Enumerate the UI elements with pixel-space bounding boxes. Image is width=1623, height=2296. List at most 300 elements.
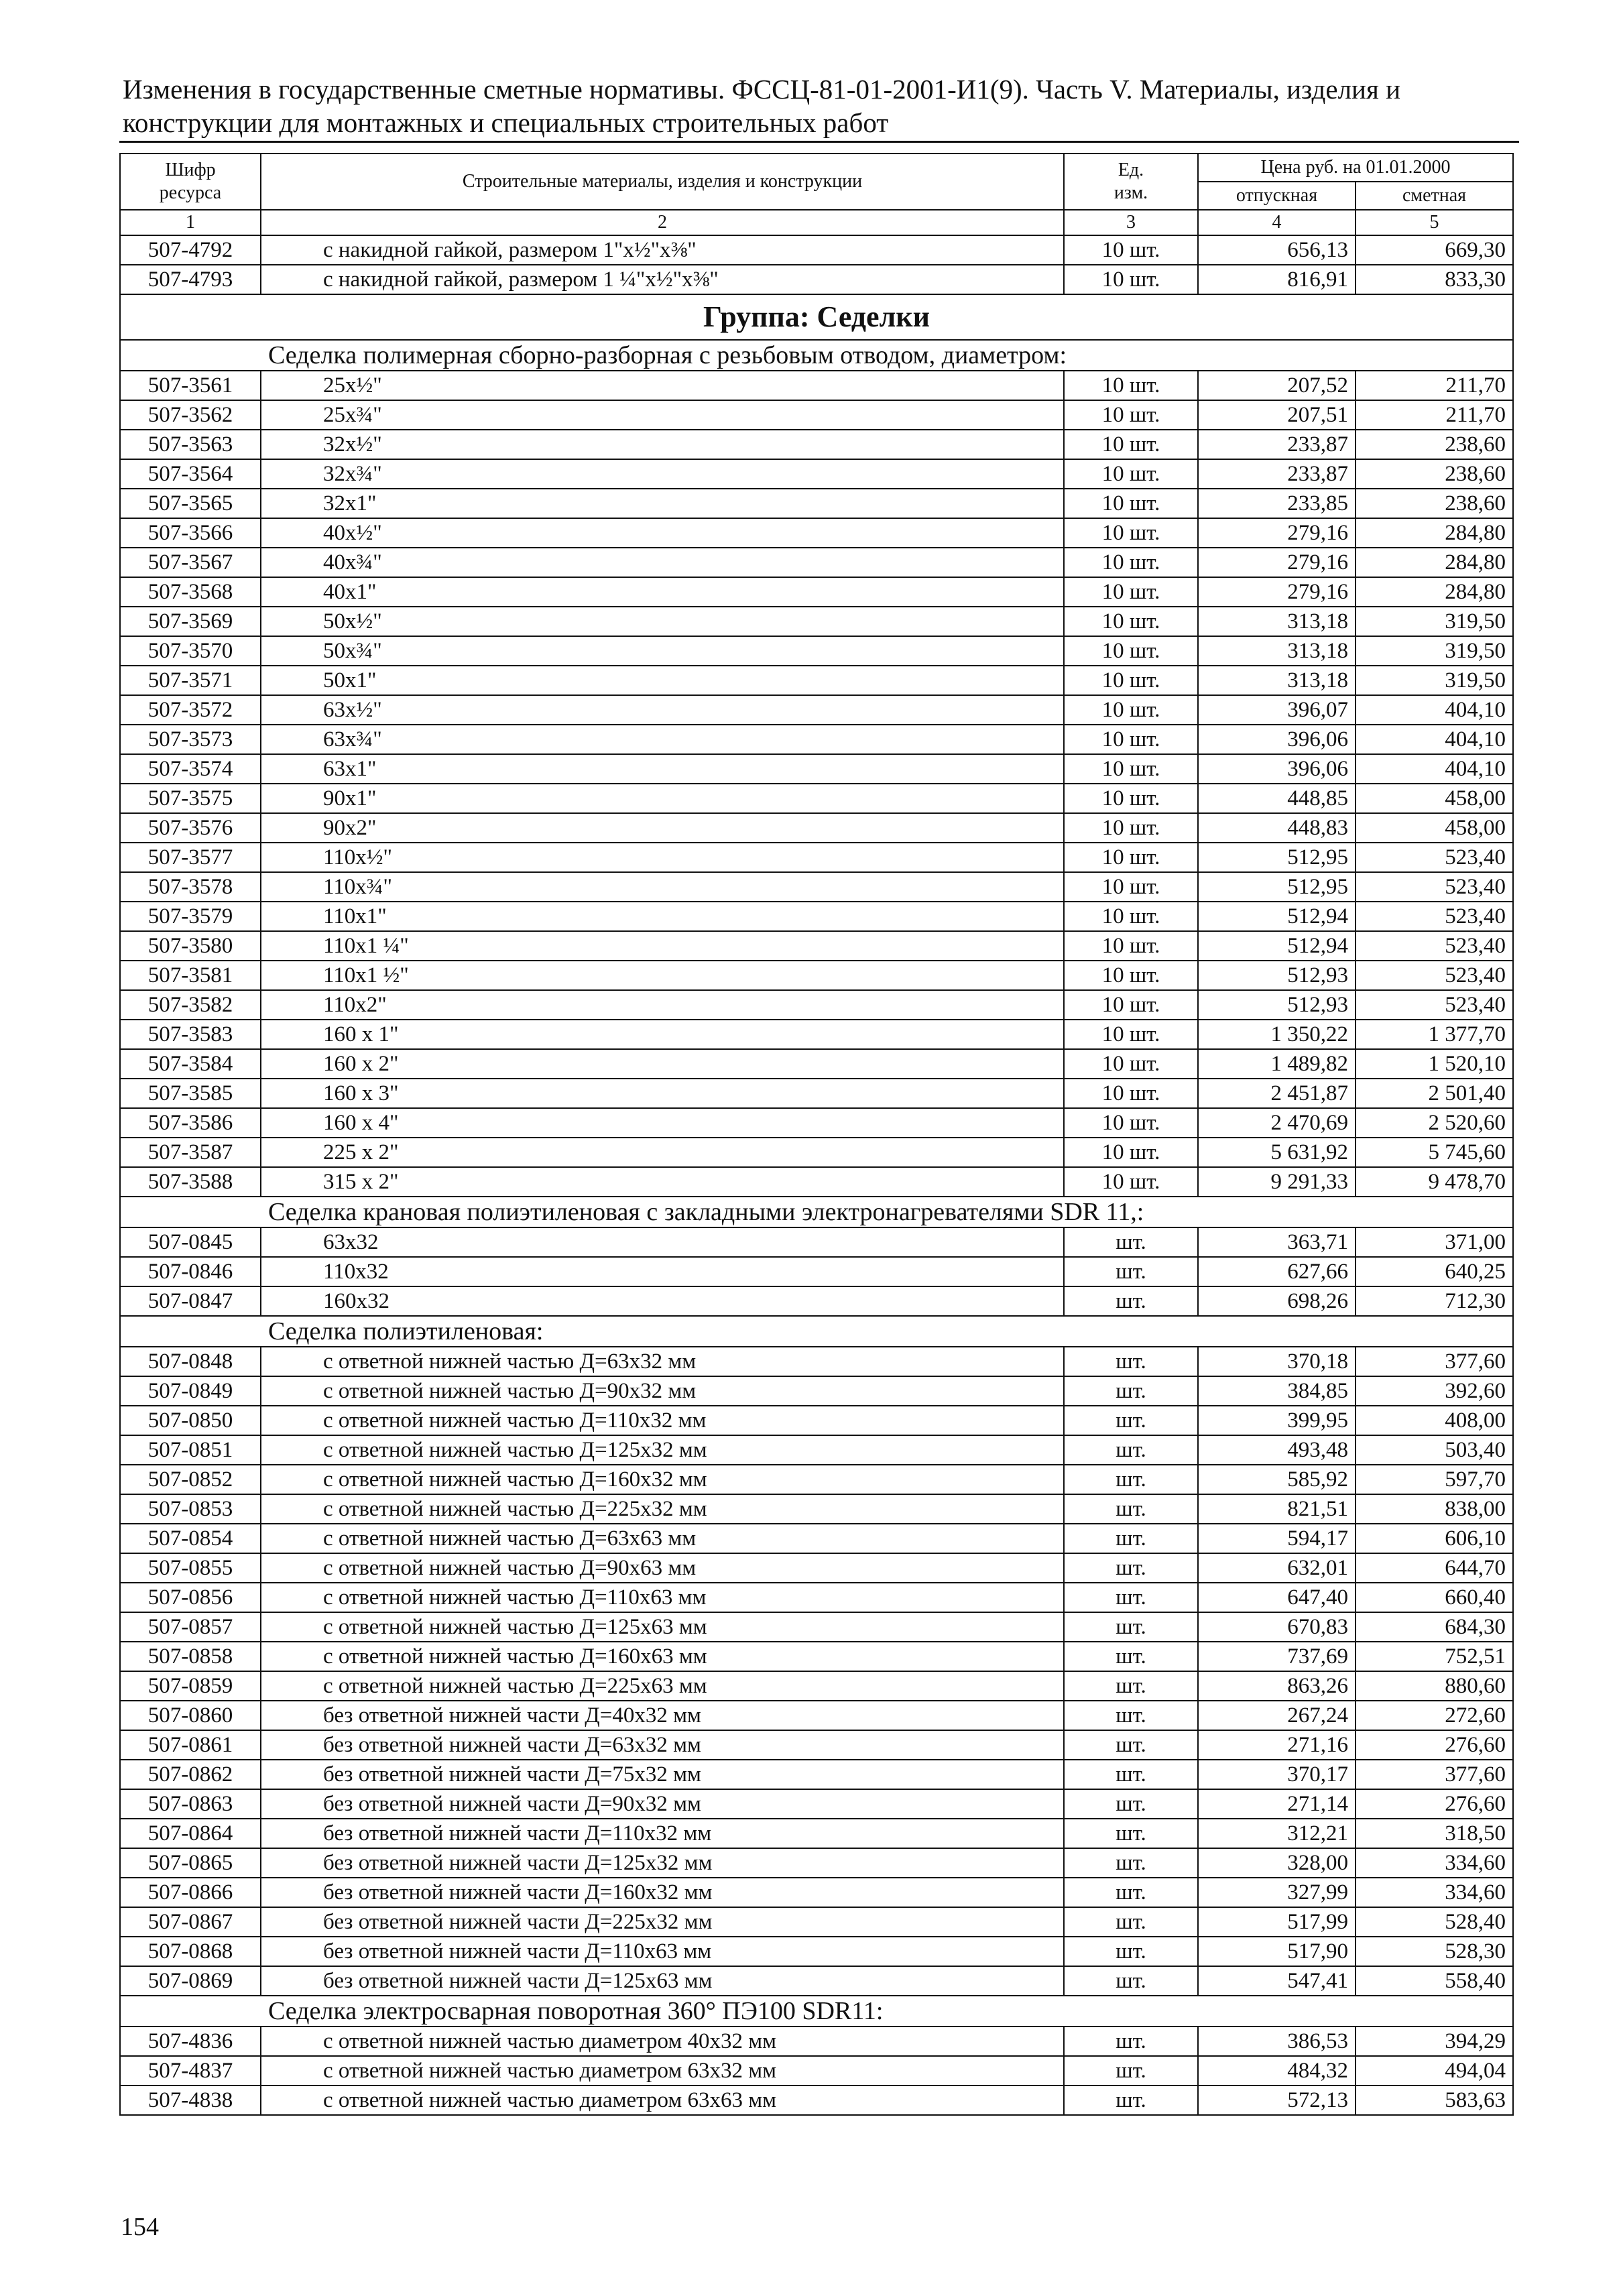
description-cell: 40х1" [261,577,1064,607]
table-row [120,430,1513,459]
resource-code-cell: 507-0858 [120,1642,261,1671]
unit-cell: 10 шт. [1064,1079,1198,1108]
resource-code-cell: 507-3567 [120,548,261,577]
estimate-price-cell: 833,30 [1356,265,1513,294]
description-cell: с ответной нижней частью Д=90х32 мм [261,1376,1064,1406]
table-row [120,666,1513,695]
unit-cell: 10 шт. [1064,235,1198,265]
estimate-price-cell: 528,30 [1356,1937,1513,1966]
subsection-heading: Седелка полимерная сборно-разборная с резьбовым отводом, диаметром: [120,340,1513,371]
estimate-price-cell: 371,00 [1356,1227,1513,1257]
estimate-price-cell: 583,63 [1356,2086,1513,2115]
estimate-price-cell: 394,29 [1356,2027,1513,2056]
unit-cell: шт. [1064,1760,1198,1789]
unit-cell: 10 шт. [1064,1049,1198,1079]
release-price-cell: 647,40 [1198,1583,1356,1612]
estimate-price-cell: 712,30 [1356,1286,1513,1316]
description-cell: 110х1" [261,902,1064,931]
resource-code-cell: 507-0860 [120,1701,261,1730]
table-row [120,1966,1513,1996]
table-row [120,1435,1513,1465]
description-cell: без ответной нижней части Д=225х32 мм [261,1907,1064,1937]
table-row [120,1227,1513,1257]
description-cell: без ответной нижней части Д=160х32 мм [261,1878,1064,1907]
release-price-cell: 396,07 [1198,695,1356,725]
release-price-cell: 448,83 [1198,813,1356,843]
estimate-price-cell: 276,60 [1356,1730,1513,1760]
description-cell: 63х32 [261,1227,1064,1257]
column-number-2: 2 [261,210,1064,235]
estimate-price-cell: 880,60 [1356,1671,1513,1701]
release-price-cell: 9 291,33 [1198,1167,1356,1197]
table-row [120,725,1513,754]
description-cell: 63х¾" [261,725,1064,754]
table-row [120,548,1513,577]
resource-code-cell: 507-3565 [120,489,261,518]
group-heading-row [120,294,1513,340]
estimate-price-cell: 2 501,40 [1356,1079,1513,1108]
estimate-price-cell: 319,50 [1356,607,1513,636]
description-cell: 110х1 ¼" [261,931,1064,961]
release-price-cell: 233,87 [1198,430,1356,459]
resource-code-cell: 507-3586 [120,1108,261,1138]
estimate-price-cell: 284,80 [1356,518,1513,548]
estimate-price-cell: 523,40 [1356,961,1513,990]
header-line-1: Изменения в государственные сметные нормативы. ФССЦ-81-01-2001-И1(9). Часть V. Материалы, изделия и [123,74,1401,105]
resource-code-cell: 507-3563 [120,430,261,459]
table-row [120,1937,1513,1966]
table-row [120,1286,1513,1316]
resource-code-cell: 507-0853 [120,1494,261,1524]
resource-code-cell: 507-0854 [120,1524,261,1553]
resource-code-cell: 507-0863 [120,1789,261,1819]
resource-code-cell: 507-0847 [120,1286,261,1316]
resource-code-cell: 507-3581 [120,961,261,990]
description-cell: 32х½" [261,430,1064,459]
table-row [120,1878,1513,1907]
table-row [120,931,1513,961]
resource-code-cell: 507-3587 [120,1138,261,1167]
release-price-cell: 328,00 [1198,1848,1356,1878]
description-cell: с ответной нижней частью диаметром 40х32 мм [261,2027,1064,2056]
table-row [120,1612,1513,1642]
table-row [120,1347,1513,1376]
estimate-price-cell: 377,60 [1356,1347,1513,1376]
unit-cell: 10 шт. [1064,695,1198,725]
release-price-cell: 547,41 [1198,1966,1356,1996]
estimate-price-cell: 211,70 [1356,371,1513,400]
description-cell: без ответной нижней части Д=40х32 мм [261,1701,1064,1730]
table-row [120,813,1513,843]
column-number-4: 4 [1198,210,1356,235]
resource-code-cell: 507-4792 [120,235,261,265]
estimate-price-cell: 523,40 [1356,902,1513,931]
table-row [120,1049,1513,1079]
unit-cell: шт. [1064,1553,1198,1583]
table-row [120,1465,1513,1494]
description-cell: 160 х 1" [261,1020,1064,1049]
table-row [120,695,1513,725]
resource-code-cell: 507-0856 [120,1583,261,1612]
estimate-price-cell: 284,80 [1356,548,1513,577]
unit-cell: 10 шт. [1064,577,1198,607]
release-price-cell: 512,93 [1198,990,1356,1020]
resource-code-cell: 507-0866 [120,1878,261,1907]
table-row [120,1671,1513,1701]
subsection-heading-row [120,1316,1513,1347]
estimate-price-cell: 640,25 [1356,1257,1513,1286]
estimate-price-cell: 404,10 [1356,695,1513,725]
release-price-cell: 279,16 [1198,548,1356,577]
header-line-2: конструкции для монтажных и специальных строительных работ [123,107,889,138]
table-row [120,990,1513,1020]
estimate-price-cell: 377,60 [1356,1760,1513,1789]
unit-cell: шт. [1064,2027,1198,2056]
estimate-price-cell: 238,60 [1356,430,1513,459]
resource-code-cell: 507-0862 [120,1760,261,1789]
description-cell: с ответной нижней частью диаметром 63х63 мм [261,2086,1064,2115]
unit-cell: 10 шт. [1064,872,1198,902]
table-row [120,2027,1513,2056]
table-row [120,1553,1513,1583]
description-cell: 225 х 2" [261,1138,1064,1167]
unit-cell: шт. [1064,1612,1198,1642]
unit-cell: шт. [1064,2056,1198,2086]
table-row [120,489,1513,518]
release-price-cell: 312,21 [1198,1819,1356,1848]
unit-cell: шт. [1064,1730,1198,1760]
release-price-cell: 627,66 [1198,1257,1356,1286]
resource-code-cell: 507-0849 [120,1376,261,1406]
table-row [120,1406,1513,1435]
subsection-heading: Седелка крановая полиэтиленовая с закладными электронагревателями SDR 11,: [120,1197,1513,1227]
unit-cell: шт. [1064,1583,1198,1612]
description-cell: с ответной нижней частью Д=63х63 мм [261,1524,1064,1553]
unit-cell: 10 шт. [1064,1108,1198,1138]
description-cell: без ответной нижней части Д=125х32 мм [261,1848,1064,1878]
subsection-heading-row [120,1197,1513,1227]
description-cell: 110х2" [261,990,1064,1020]
release-price-cell: 863,26 [1198,1671,1356,1701]
unit-cell: шт. [1064,1878,1198,1907]
estimate-price-cell: 838,00 [1356,1494,1513,1524]
unit-cell: шт. [1064,1286,1198,1316]
estimate-price-cell: 1 520,10 [1356,1049,1513,1079]
table-row [120,1138,1513,1167]
release-price-cell: 2 451,87 [1198,1079,1356,1108]
release-price-cell: 572,13 [1198,2086,1356,2115]
table-row [120,1167,1513,1197]
release-price-cell: 396,06 [1198,725,1356,754]
page-number: 154 [121,2213,159,2241]
description-cell: без ответной нижней части Д=110х32 мм [261,1819,1064,1848]
table-row [120,1494,1513,1524]
description-cell: с накидной гайкой, размером 1"х½"х⅜" [261,235,1064,265]
release-price-cell: 594,17 [1198,1524,1356,1553]
unit-cell: 10 шт. [1064,1138,1198,1167]
table-row [120,1020,1513,1049]
resource-code-cell: 507-3561 [120,371,261,400]
release-price-cell: 279,16 [1198,518,1356,548]
description-cell: с ответной нижней частью Д=90х63 мм [261,1553,1064,1583]
description-cell: 40х½" [261,518,1064,548]
resource-code-cell: 507-3588 [120,1167,261,1197]
description-cell: 50х1" [261,666,1064,695]
table-header-row [120,154,1513,182]
estimate-price-cell: 644,70 [1356,1553,1513,1583]
release-price-cell: 363,71 [1198,1227,1356,1257]
resource-code-cell: 507-3579 [120,902,261,931]
resource-code-cell: 507-3577 [120,843,261,872]
description-cell: 160 х 3" [261,1079,1064,1108]
unit-cell: шт. [1064,1819,1198,1848]
resource-code-cell: 507-3584 [120,1049,261,1079]
description-cell: с ответной нижней частью Д=225х63 мм [261,1671,1064,1701]
resource-code-cell: 507-3578 [120,872,261,902]
unit-cell: 10 шт. [1064,430,1198,459]
header-code-line-2: ресурса [159,182,222,203]
unit-cell: 10 шт. [1064,931,1198,961]
unit-cell: 10 шт. [1064,371,1198,400]
estimate-price-cell: 284,80 [1356,577,1513,607]
resource-code-cell: 507-3574 [120,754,261,784]
subsection-heading-row [120,340,1513,371]
resource-code-cell: 507-3562 [120,400,261,430]
description-cell: с ответной нижней частью Д=125х32 мм [261,1435,1064,1465]
description-cell: без ответной нижней части Д=75х32 мм [261,1760,1064,1789]
price-table [119,153,1514,2116]
release-price-cell: 271,14 [1198,1789,1356,1819]
description-cell: 25х½" [261,371,1064,400]
estimate-price-cell: 660,40 [1356,1583,1513,1612]
description-cell: с ответной нижней частью диаметром 63х32 мм [261,2056,1064,2086]
unit-cell: 10 шт. [1064,518,1198,548]
description-cell: 90х2" [261,813,1064,843]
unit-cell: шт. [1064,2086,1198,2115]
table-row [120,1848,1513,1878]
description-cell: 110х32 [261,1257,1064,1286]
resource-code-cell: 507-0857 [120,1612,261,1642]
header-code-line-1: Шифр [165,160,216,180]
release-price-cell: 512,93 [1198,961,1356,990]
table-row [120,1376,1513,1406]
release-price-cell: 821,51 [1198,1494,1356,1524]
unit-cell: шт. [1064,1937,1198,1966]
table-row [120,872,1513,902]
estimate-price-cell: 334,60 [1356,1848,1513,1878]
table-row [120,902,1513,931]
unit-cell: 10 шт. [1064,636,1198,666]
resource-code-cell: 507-0848 [120,1347,261,1376]
resource-code-cell: 507-4837 [120,2056,261,2086]
release-price-cell: 517,90 [1198,1937,1356,1966]
description-cell: 32х¾" [261,459,1064,489]
header-price: Цена руб. на 01.01.2000 [1198,154,1513,182]
table-row [120,784,1513,813]
estimate-price-cell: 528,40 [1356,1907,1513,1937]
release-price-cell: 207,51 [1198,400,1356,430]
description-cell: с ответной нижней частью Д=160х63 мм [261,1642,1064,1671]
description-cell: с ответной нижней частью Д=110х32 мм [261,1406,1064,1435]
document-header [123,72,1450,139]
resource-code-cell: 507-3573 [120,725,261,754]
release-price-cell: 279,16 [1198,577,1356,607]
release-price-cell: 1 350,22 [1198,1020,1356,1049]
estimate-price-cell: 319,50 [1356,666,1513,695]
release-price-cell: 670,83 [1198,1612,1356,1642]
release-price-cell: 5 631,92 [1198,1138,1356,1167]
estimate-price-cell: 458,00 [1356,784,1513,813]
subsection-heading: Седелка полиэтиленовая: [120,1316,1513,1347]
release-price-cell: 448,85 [1198,784,1356,813]
column-number-5: 5 [1356,210,1513,235]
resource-code-cell: 507-0850 [120,1406,261,1435]
unit-cell: шт. [1064,1376,1198,1406]
unit-cell: 10 шт. [1064,459,1198,489]
unit-cell: шт. [1064,1701,1198,1730]
release-price-cell: 396,06 [1198,754,1356,784]
estimate-price-cell: 458,00 [1356,813,1513,843]
release-price-cell: 816,91 [1198,265,1356,294]
table-row [120,1819,1513,1848]
estimate-price-cell: 211,70 [1356,400,1513,430]
resource-code-cell: 507-3572 [120,695,261,725]
description-cell: 25х¾" [261,400,1064,430]
header-unit-line-1: Ед. [1118,160,1144,180]
unit-cell: 10 шт. [1064,607,1198,636]
header-materials: Строительные материалы, изделия и конструкции [261,154,1064,210]
estimate-price-cell: 752,51 [1356,1642,1513,1671]
description-cell: 160х32 [261,1286,1064,1316]
estimate-price-cell: 523,40 [1356,843,1513,872]
resource-code-cell: 507-3570 [120,636,261,666]
unit-cell: 10 шт. [1064,813,1198,843]
release-price-cell: 207,52 [1198,371,1356,400]
description-cell: 63х½" [261,695,1064,725]
resource-code-cell: 507-4836 [120,2027,261,2056]
unit-cell: шт. [1064,1435,1198,1465]
estimate-price-cell: 404,10 [1356,754,1513,784]
estimate-price-cell: 558,40 [1356,1966,1513,1996]
table-row [120,843,1513,872]
release-price-cell: 327,99 [1198,1878,1356,1907]
unit-cell: шт. [1064,1966,1198,1996]
description-cell: с ответной нижней частью Д=63х32 мм [261,1347,1064,1376]
description-cell: без ответной нижней части Д=110х63 мм [261,1937,1064,1966]
release-price-cell: 313,18 [1198,666,1356,695]
table-row [120,1907,1513,1937]
unit-cell: 10 шт. [1064,1020,1198,1049]
release-price-cell: 493,48 [1198,1435,1356,1465]
estimate-price-cell: 669,30 [1356,235,1513,265]
resource-code-cell: 507-0859 [120,1671,261,1701]
resource-code-cell: 507-3582 [120,990,261,1020]
description-cell: 90х1" [261,784,1064,813]
unit-cell: 10 шт. [1064,666,1198,695]
unit-cell: шт. [1064,1848,1198,1878]
unit-cell: 10 шт. [1064,265,1198,294]
unit-cell: шт. [1064,1406,1198,1435]
description-cell: 63х1" [261,754,1064,784]
release-price-cell: 698,26 [1198,1286,1356,1316]
unit-cell: шт. [1064,1524,1198,1553]
table-row [120,1108,1513,1138]
release-price-cell: 370,18 [1198,1347,1356,1376]
release-price-cell: 517,99 [1198,1907,1356,1937]
estimate-price-cell: 2 520,60 [1356,1108,1513,1138]
release-price-cell: 656,13 [1198,235,1356,265]
unit-cell: 10 шт. [1064,902,1198,931]
table-row [120,2056,1513,2086]
estimate-price-cell: 334,60 [1356,1878,1513,1907]
price-table-body [120,154,1513,2115]
table-row [120,754,1513,784]
resource-code-cell: 507-3585 [120,1079,261,1108]
estimate-price-cell: 404,10 [1356,725,1513,754]
estimate-price-cell: 238,60 [1356,489,1513,518]
column-number-3: 3 [1064,210,1198,235]
resource-code-cell: 507-3564 [120,459,261,489]
table-row [120,577,1513,607]
subsection-heading: Седелка электросварная поворотная 360° ПЭ100 SDR11: [120,1996,1513,2027]
description-cell: 160 х 2" [261,1049,1064,1079]
unit-cell: шт. [1064,1227,1198,1257]
release-price-cell: 512,95 [1198,872,1356,902]
description-cell: с ответной нижней частью Д=110х63 мм [261,1583,1064,1612]
estimate-price-cell: 392,60 [1356,1376,1513,1406]
unit-cell: 10 шт. [1064,784,1198,813]
unit-cell: шт. [1064,1257,1198,1286]
resource-code-cell: 507-0865 [120,1848,261,1878]
unit-cell: 10 шт. [1064,961,1198,990]
unit-cell: шт. [1064,1671,1198,1701]
unit-cell: шт. [1064,1789,1198,1819]
description-cell: без ответной нижней части Д=90х32 мм [261,1789,1064,1819]
description-cell: с накидной гайкой, размером 1 ¼"х½"х⅜" [261,265,1064,294]
description-cell: 110х1 ½" [261,961,1064,990]
resource-code-cell: 507-0846 [120,1257,261,1286]
description-cell: с ответной нижней частью Д=125х63 мм [261,1612,1064,1642]
header-unit [1064,154,1198,210]
release-price-cell: 233,85 [1198,489,1356,518]
header-estimate-price: сметная [1356,182,1513,210]
estimate-price-cell: 684,30 [1356,1612,1513,1642]
unit-cell: 10 шт. [1064,548,1198,577]
estimate-price-cell: 523,40 [1356,990,1513,1020]
table-row [120,1583,1513,1612]
unit-cell: 10 шт. [1064,725,1198,754]
table-row [120,1079,1513,1108]
resource-code-cell: 507-3571 [120,666,261,695]
unit-cell: 10 шт. [1064,489,1198,518]
estimate-price-cell: 503,40 [1356,1435,1513,1465]
description-cell: 50х¾" [261,636,1064,666]
release-price-cell: 512,95 [1198,843,1356,872]
resource-code-cell: 507-0864 [120,1819,261,1848]
table-row [120,1789,1513,1819]
release-price-cell: 632,01 [1198,1553,1356,1583]
table-row [120,1524,1513,1553]
estimate-price-cell: 523,40 [1356,931,1513,961]
table-row [120,371,1513,400]
table-row [120,1642,1513,1671]
description-cell: 50х½" [261,607,1064,636]
unit-cell: 10 шт. [1064,843,1198,872]
unit-cell: 10 шт. [1064,990,1198,1020]
estimate-price-cell: 494,04 [1356,2056,1513,2086]
release-price-cell: 233,87 [1198,459,1356,489]
resource-code-cell: 507-0851 [120,1435,261,1465]
